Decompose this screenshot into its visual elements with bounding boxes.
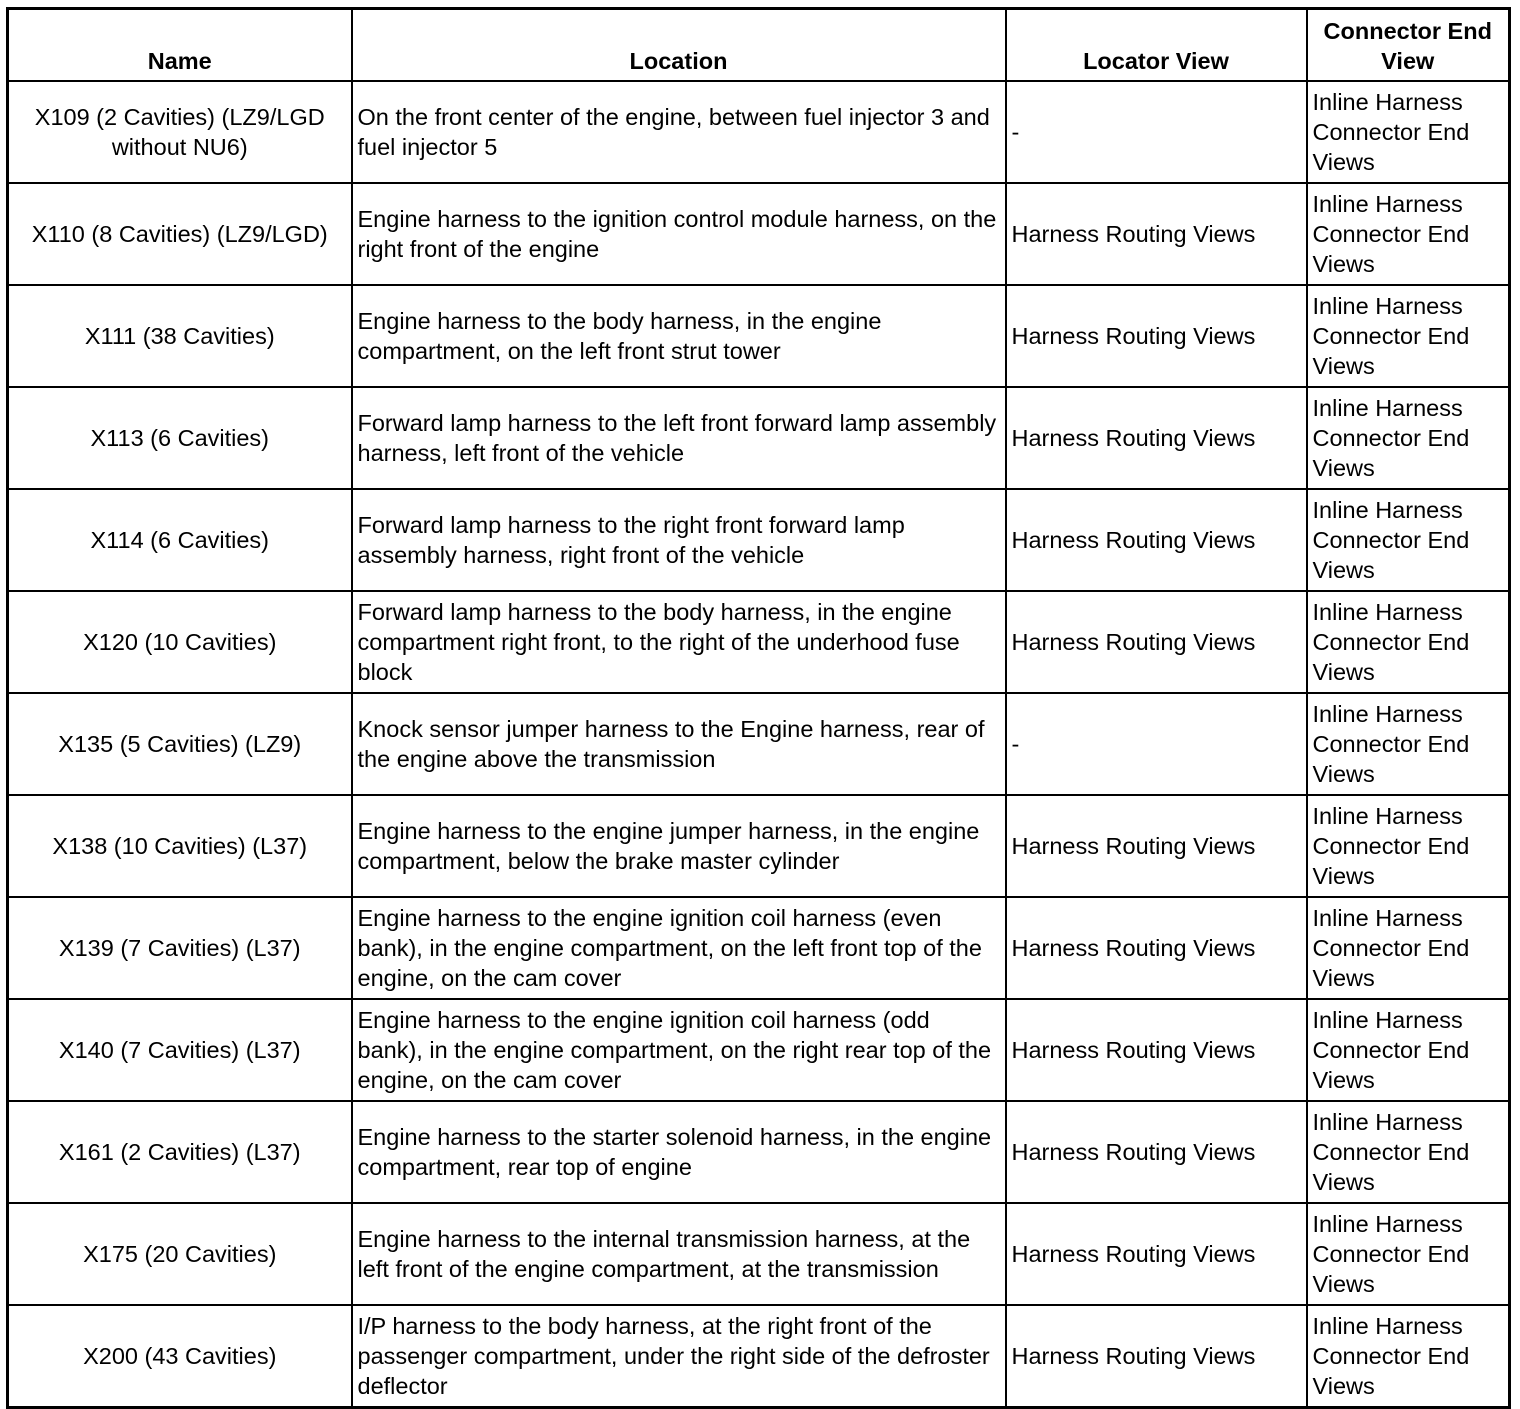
connector-end-view-link[interactable]: Inline Harness Connector End Views — [1307, 285, 1510, 387]
connector-end-view-link[interactable]: Inline Harness Connector End Views — [1307, 81, 1510, 183]
locator-view-link: - — [1006, 693, 1307, 795]
connector-end-view-link[interactable]: Inline Harness Connector End Views — [1307, 897, 1510, 999]
locator-view-link[interactable]: Harness Routing Views — [1006, 591, 1307, 693]
table-row — [8, 1203, 1510, 1305]
connector-name: X120 (10 Cavities) — [8, 591, 352, 693]
connector-end-view-link[interactable]: Inline Harness Connector End Views — [1307, 1305, 1510, 1407]
locator-view-link[interactable]: Harness Routing Views — [1006, 285, 1307, 387]
connector-location: Engine harness to the starter solenoid harness, in the engine compartment, rear top of engine — [352, 1101, 1006, 1203]
connector-end-view-link[interactable]: Inline Harness Connector End Views — [1307, 1101, 1510, 1203]
locator-view-link[interactable]: Harness Routing Views — [1006, 183, 1307, 285]
table-row — [8, 1305, 1510, 1407]
connector-end-view-link[interactable]: Inline Harness Connector End Views — [1307, 999, 1510, 1101]
connector-location: Engine harness to the engine jumper harness, in the engine compartment, below the brake master cylinder — [352, 795, 1006, 897]
connector-end-view-link[interactable]: Inline Harness Connector End Views — [1307, 591, 1510, 693]
connector-end-view-link[interactable]: Inline Harness Connector End Views — [1307, 795, 1510, 897]
locator-view-link[interactable]: Harness Routing Views — [1006, 489, 1307, 591]
connector-end-view-link[interactable]: Inline Harness Connector End Views — [1307, 183, 1510, 285]
connector-location: Forward lamp harness to the right front forward lamp assembly harness, right front of the vehicle — [352, 489, 1006, 591]
connector-location: I/P harness to the body harness, at the right front of the passenger compartment, under the right side of the defroster deflector — [352, 1305, 1006, 1407]
connector-name: X138 (10 Cavities) (L37) — [8, 795, 352, 897]
connector-end-view-link[interactable]: Inline Harness Connector End Views — [1307, 489, 1510, 591]
connector-location: Forward lamp harness to the left front forward lamp assembly harness, left front of the vehicle — [352, 387, 1006, 489]
table-row — [8, 81, 1510, 183]
connector-name: X175 (20 Cavities) — [8, 1203, 352, 1305]
connector-end-view-link[interactable]: Inline Harness Connector End Views — [1307, 1203, 1510, 1305]
locator-view-link[interactable]: Harness Routing Views — [1006, 1305, 1307, 1407]
header-connector-end-view: Connector End View — [1307, 9, 1510, 82]
connector-name: X110 (8 Cavities) (LZ9/LGD) — [8, 183, 352, 285]
header-locator-view: Locator View — [1006, 9, 1307, 82]
connector-name: X140 (7 Cavities) (L37) — [8, 999, 352, 1101]
table-row — [8, 489, 1510, 591]
locator-view-link[interactable]: Harness Routing Views — [1006, 999, 1307, 1101]
connector-location: Knock sensor jumper harness to the Engine harness, rear of the engine above the transmission — [352, 693, 1006, 795]
table-row — [8, 693, 1510, 795]
connector-name: X161 (2 Cavities) (L37) — [8, 1101, 352, 1203]
connector-end-view-link[interactable]: Inline Harness Connector End Views — [1307, 387, 1510, 489]
connector-location: Engine harness to the engine ignition coil harness (even bank), in the engine compartment, on the left front top of the engine, on the cam cover — [352, 897, 1006, 999]
connector-name: X113 (6 Cavities) — [8, 387, 352, 489]
header-location: Location — [352, 9, 1006, 82]
table-row — [8, 183, 1510, 285]
locator-view-link[interactable]: Harness Routing Views — [1006, 897, 1307, 999]
locator-view-link: - — [1006, 81, 1307, 183]
connector-location: Engine harness to the internal transmission harness, at the left front of the engine compartment, at the transmission — [352, 1203, 1006, 1305]
locator-view-link[interactable]: Harness Routing Views — [1006, 387, 1307, 489]
connector-location: Forward lamp harness to the body harness, in the engine compartment right front, to the right of the underhood fuse block — [352, 591, 1006, 693]
table-row — [8, 285, 1510, 387]
connector-name: X111 (38 Cavities) — [8, 285, 352, 387]
connector-name: X135 (5 Cavities) (LZ9) — [8, 693, 352, 795]
table-row — [8, 1101, 1510, 1203]
connector-location: On the front center of the engine, between fuel injector 3 and fuel injector 5 — [352, 81, 1006, 183]
table-header-row — [8, 9, 1510, 82]
locator-view-link[interactable]: Harness Routing Views — [1006, 1101, 1307, 1203]
connector-name: X139 (7 Cavities) (L37) — [8, 897, 352, 999]
table-row — [8, 999, 1510, 1101]
connector-name: X200 (43 Cavities) — [8, 1305, 352, 1407]
connector-location: Engine harness to the ignition control module harness, on the right front of the engine — [352, 183, 1006, 285]
connector-name: X109 (2 Cavities) (LZ9/LGD without NU6) — [8, 81, 352, 183]
connector-location: Engine harness to the body harness, in the engine compartment, on the left front strut tower — [352, 285, 1006, 387]
connector-table — [6, 7, 1511, 1409]
table-row — [8, 387, 1510, 489]
locator-view-link[interactable]: Harness Routing Views — [1006, 795, 1307, 897]
locator-view-link[interactable]: Harness Routing Views — [1006, 1203, 1307, 1305]
table-row — [8, 795, 1510, 897]
table-row — [8, 591, 1510, 693]
header-name: Name — [8, 9, 352, 82]
connector-location: Engine harness to the engine ignition coil harness (odd bank), in the engine compartment, on the right rear top of the engine, on the cam cover — [352, 999, 1006, 1101]
connector-end-view-link[interactable]: Inline Harness Connector End Views — [1307, 693, 1510, 795]
table-row — [8, 897, 1510, 999]
connector-name: X114 (6 Cavities) — [8, 489, 352, 591]
